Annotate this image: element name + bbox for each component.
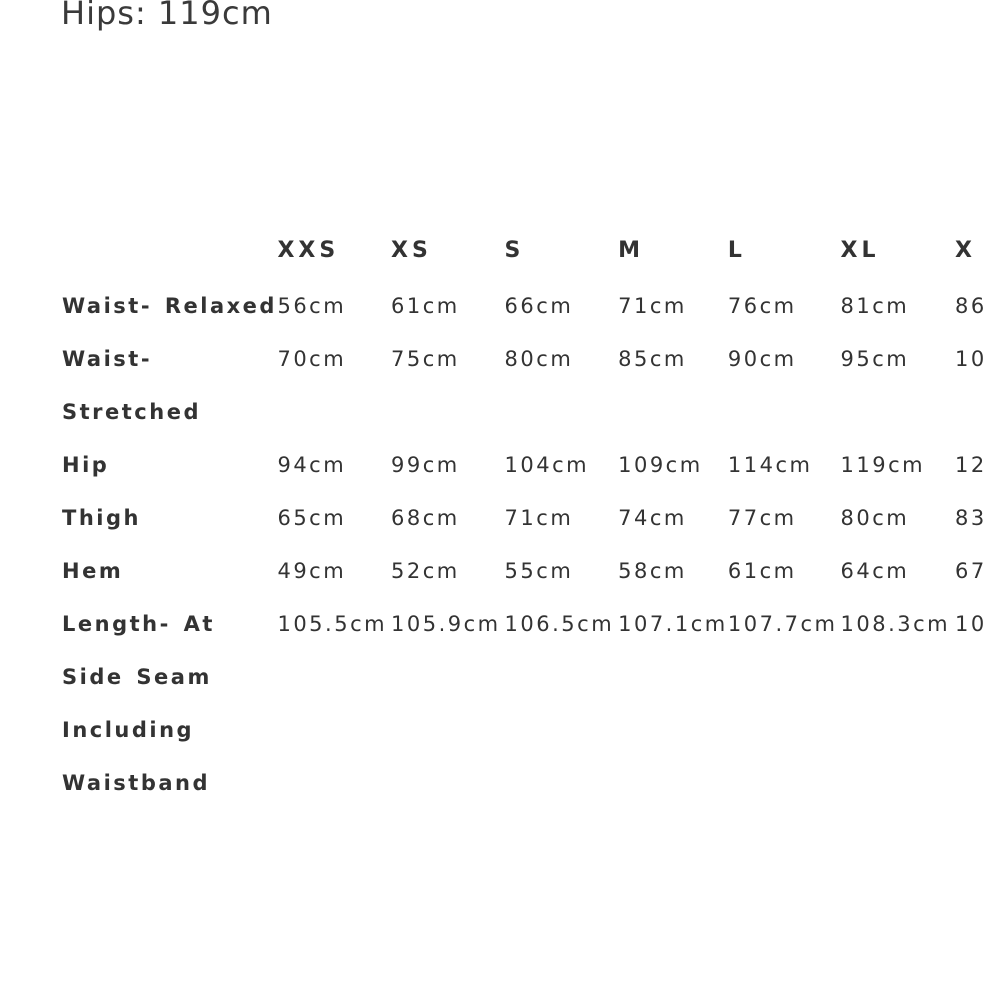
row-label: Waist- Relaxed bbox=[62, 294, 277, 318]
table-cell: 107.1cm bbox=[618, 612, 728, 636]
table-cell: 105.5cm bbox=[277, 612, 388, 636]
table-cell: 55cm bbox=[504, 559, 574, 583]
table-row-thigh bbox=[62, 492, 1000, 545]
table-cell: 67 bbox=[954, 559, 987, 583]
table-cell: 90cm bbox=[727, 347, 797, 371]
table-cell: 95cm bbox=[840, 347, 910, 371]
table-cell: 99cm bbox=[391, 453, 460, 477]
table-row-waist-stretched bbox=[62, 333, 1000, 439]
row-label: Hem bbox=[62, 559, 124, 583]
table-cell: 119cm bbox=[840, 453, 926, 477]
row-label: Thigh bbox=[62, 506, 141, 530]
table-cell: 108.3cm bbox=[840, 612, 951, 636]
table-row-length bbox=[62, 598, 1000, 810]
row-label: Waist- Stretched bbox=[62, 347, 201, 424]
size-header-xxl-partial: X bbox=[954, 238, 976, 263]
size-header-s: S bbox=[504, 238, 525, 263]
row-label: Length- At Side Seam Including Waistband bbox=[62, 612, 215, 795]
table-cell: 85cm bbox=[618, 347, 687, 371]
table-cell: 61cm bbox=[391, 294, 460, 318]
table-cell: 61cm bbox=[727, 559, 797, 583]
hips-measurement: Hips: 119cm bbox=[61, 0, 273, 32]
table-cell: 104cm bbox=[504, 453, 590, 477]
size-header-row bbox=[62, 228, 1000, 280]
row-label: Hip bbox=[62, 453, 110, 477]
table-cell: 80cm bbox=[840, 506, 910, 530]
table-cell: 75cm bbox=[391, 347, 460, 371]
table-cell: 80cm bbox=[504, 347, 574, 371]
table-cell: 105.9cm bbox=[391, 612, 501, 636]
table-cell: 68cm bbox=[391, 506, 460, 530]
table-cell: 64cm bbox=[840, 559, 910, 583]
table-cell: 66cm bbox=[504, 294, 574, 318]
size-header-l: L bbox=[727, 238, 746, 263]
table-cell: 81cm bbox=[840, 294, 910, 318]
size-header-m: M bbox=[618, 238, 644, 263]
table-cell: 10 bbox=[954, 612, 987, 636]
table-cell: 76cm bbox=[727, 294, 797, 318]
table-cell: 107.7cm bbox=[727, 612, 838, 636]
size-chart-table bbox=[62, 228, 1000, 810]
table-cell: 86 bbox=[954, 294, 987, 318]
table-cell: 58cm bbox=[618, 559, 687, 583]
table-cell: 12 bbox=[954, 453, 987, 477]
size-header-xl: XL bbox=[840, 238, 880, 263]
table-row-waist-relaxed bbox=[62, 280, 1000, 333]
table-cell: 114cm bbox=[727, 453, 813, 477]
table-cell: 10 bbox=[954, 347, 987, 371]
table-cell: 56cm bbox=[277, 294, 347, 318]
table-cell: 71cm bbox=[504, 506, 574, 530]
table-cell: 109cm bbox=[618, 453, 703, 477]
table-cell: 83 bbox=[954, 506, 987, 530]
table-row-hem bbox=[62, 545, 1000, 598]
table-cell: 77cm bbox=[727, 506, 797, 530]
table-cell: 49cm bbox=[277, 559, 347, 583]
table-cell: 52cm bbox=[391, 559, 460, 583]
size-header-xs: XS bbox=[391, 238, 432, 263]
table-row-hip bbox=[62, 439, 1000, 492]
table-cell: 94cm bbox=[277, 453, 347, 477]
table-cell: 71cm bbox=[618, 294, 687, 318]
table-cell: 70cm bbox=[277, 347, 347, 371]
table-cell: 106.5cm bbox=[504, 612, 615, 636]
header-blank-cell bbox=[62, 228, 277, 280]
size-header-xxs: XXS bbox=[277, 238, 340, 263]
table-cell: 65cm bbox=[277, 506, 347, 530]
table-cell: 74cm bbox=[618, 506, 687, 530]
